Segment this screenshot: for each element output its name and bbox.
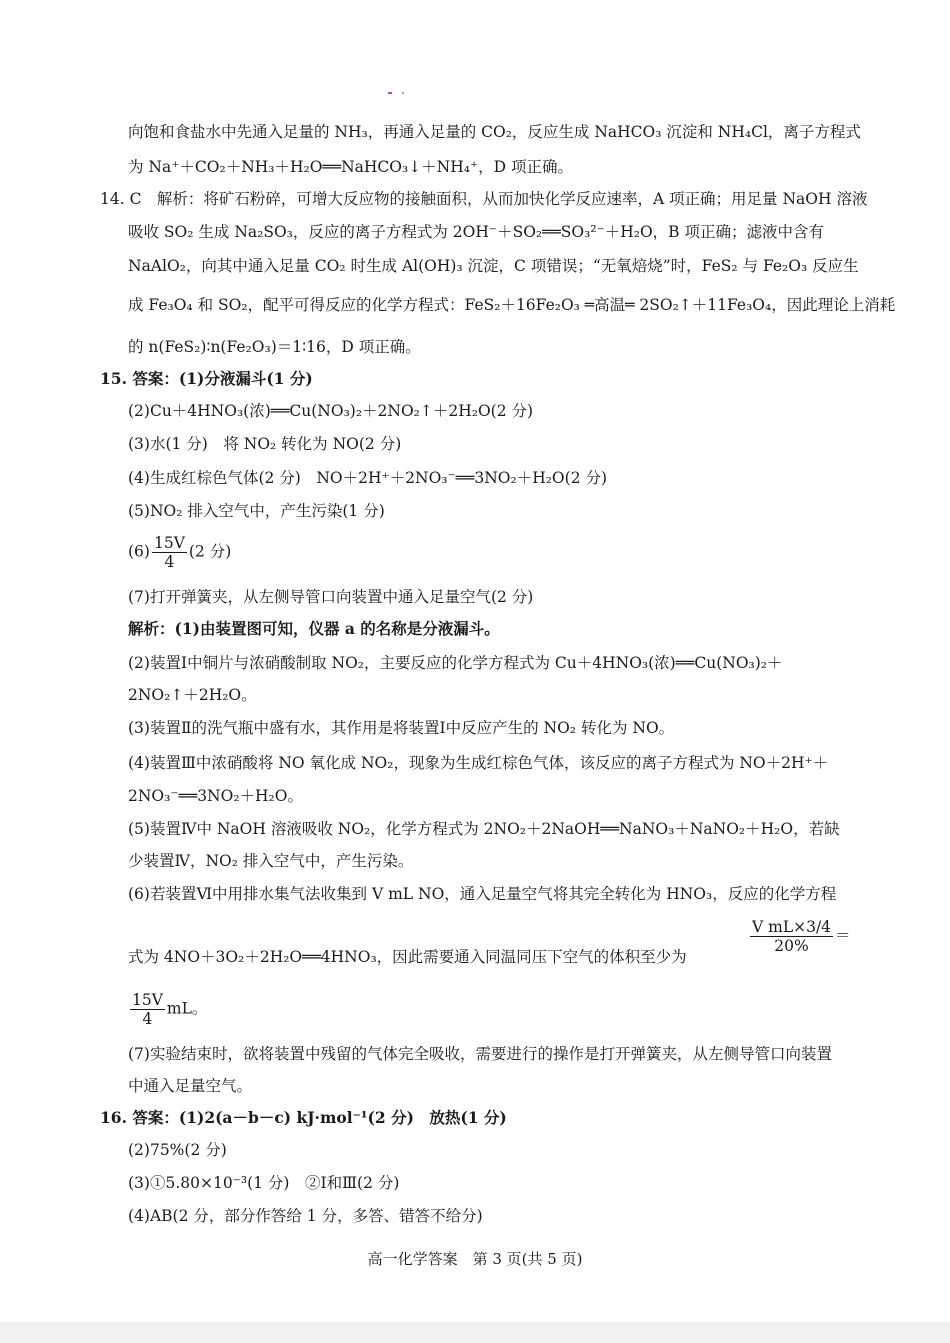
fraction-denominator: 4: [164, 553, 175, 571]
text-line: (7)打开弹簧夹，从左侧导管口向装置中通入足量空气(2 分): [128, 588, 534, 606]
scan-edge: [0, 1322, 950, 1343]
text-line: 成 Fe₃O₄ 和 SO₂，配平可得反应的化学方程式：FeS₂＋16Fe₂O₃ ═高温═ 2SO₂↑＋11Fe₃O₄，因此理论上消耗: [128, 296, 896, 314]
fraction-numerator: 15V: [132, 991, 163, 1009]
text-line: 2NO₂↑＋2H₂O。: [128, 686, 257, 704]
fraction: [750, 918, 833, 955]
result-line: [128, 991, 207, 1028]
item-suffix: (2 分): [188, 542, 232, 561]
fraction-numerator: 15V: [153, 534, 185, 552]
text-line: (3)水(1 分) 将 NO₂ 转化为 NO(2 分): [128, 435, 402, 453]
text-line: 为 Na⁺＋CO₂＋NH₃＋H₂O══NaHCO₃↓＋NH₄⁺，D 项正确。: [128, 158, 574, 176]
unit-suffix: mL。: [166, 999, 208, 1018]
analysis-heading: 解析：(1)由装置图可知，仪器 a 的名称是分液漏斗。: [128, 619, 500, 638]
text-line: 的 n(FeS₂)∶n(Fe₂O₃)＝1∶16，D 项正确。: [128, 338, 421, 356]
scan-speck: [388, 92, 392, 94]
fraction-denominator: 20%: [774, 937, 809, 955]
text-line: (6)若装置Ⅵ中用排水集气法收集到 V mL NO，通入足量空气将其完全转化为 HNO₃，反应的化学方程: [128, 885, 837, 903]
text-line: (5)装置Ⅳ中 NaOH 溶液吸收 NO₂，化学方程式为 2NO₂＋2NaOH══NaNO₃＋NaNO₂＋H₂O，若缺: [128, 820, 840, 838]
page-footer: 高一化学答案 第 3 页(共 5 页): [367, 1250, 583, 1268]
fraction-numerator: V mL×3/4: [752, 918, 832, 936]
air-volume-fraction: [748, 918, 851, 955]
text-line: (4)AB(2 分，部分作答给 1 分，多答、错答不给分): [128, 1207, 483, 1225]
text-line: 吸收 SO₂ 生成 Na₂SO₃，反应的离子方程式为 2OH⁻＋SO₂══SO₃²⁻＋H₂O，B 项正确；滤液中含有: [128, 223, 824, 241]
answer-15: 15. 答案：(1)分液漏斗(1 分): [100, 369, 313, 388]
equals-sign: ＝: [835, 926, 851, 945]
text-line: (4)装置Ⅲ中浓硝酸将 NO 氧化成 NO₂，现象为生成红棕色气体，该反应的离子方程式为 NO＋2H⁺＋: [128, 754, 829, 772]
text-line: (7)实验结束时，欲将装置中残留的气体完全吸收，需要进行的操作是打开弹簧夹，从左侧导管口向装置: [128, 1045, 832, 1063]
text-line: (3)①5.80×10⁻³(1 分) ②Ⅰ和Ⅲ(2 分): [128, 1174, 400, 1192]
item-prefix: (6): [128, 542, 150, 561]
fraction: [152, 534, 187, 571]
text-line: 少装置Ⅳ，NO₂ 排入空气中，产生污染。: [128, 852, 414, 870]
text-line: 2NO₃⁻══3NO₂＋H₂O。: [128, 787, 303, 805]
text-line: (5)NO₂ 排入空气中，产生污染(1 分): [128, 502, 385, 520]
answer-16: 16. 答案：(1)2(a－b－c) kJ·mol⁻¹(2 分) 放热(1 分): [100, 1108, 507, 1127]
answer-14: 14. C 解析：将矿石粉碎，可增大反应物的接触面积，从而加快化学反应速率，A 项正确；用足量 NaOH 溶液: [100, 190, 868, 208]
text-line: 式为 4NO＋3O₂＋2H₂O══4HNO₃，因此需要通入同温同压下空气的体积至少为: [128, 948, 687, 966]
answer-15-6: [128, 534, 231, 571]
text-line: (2)Cu＋4HNO₃(浓)══Cu(NO₃)₂＋2NO₂↑＋2H₂O(2 分): [128, 402, 534, 420]
fraction: [130, 991, 165, 1028]
text-line: (3)装置Ⅱ的洗气瓶中盛有水，其作用是将装置Ⅰ中反应产生的 NO₂ 转化为 NO。: [128, 719, 675, 737]
text-line: 中通入足量空气。: [128, 1077, 253, 1095]
text-line: NaAlO₂，向其中通入足量 CO₂ 时生成 Al(OH)₃ 沉淀，C 项错误；“无氧焙烧”时，FeS₂ 与 Fe₂O₃ 反应生: [128, 257, 859, 275]
text-line: 向饱和食盐水中先通入足量的 NH₃，再通入足量的 CO₂，反应生成 NaHCO₃ 沉淀和 NH₄Cl，离子方程式: [128, 123, 861, 141]
text-line: (2)75%(2 分): [128, 1141, 227, 1159]
fraction-denominator: 4: [142, 1010, 153, 1028]
scan-speck: [402, 92, 404, 94]
text-line: (2)装置Ⅰ中铜片与浓硝酸制取 NO₂，主要反应的化学方程式为 Cu＋4HNO₃(浓)══Cu(NO₃)₂＋: [128, 654, 783, 672]
text-line: (4)生成红棕色气体(2 分) NO＋2H⁺＋2NO₃⁻══3NO₂＋H₂O(2 分): [128, 469, 608, 487]
